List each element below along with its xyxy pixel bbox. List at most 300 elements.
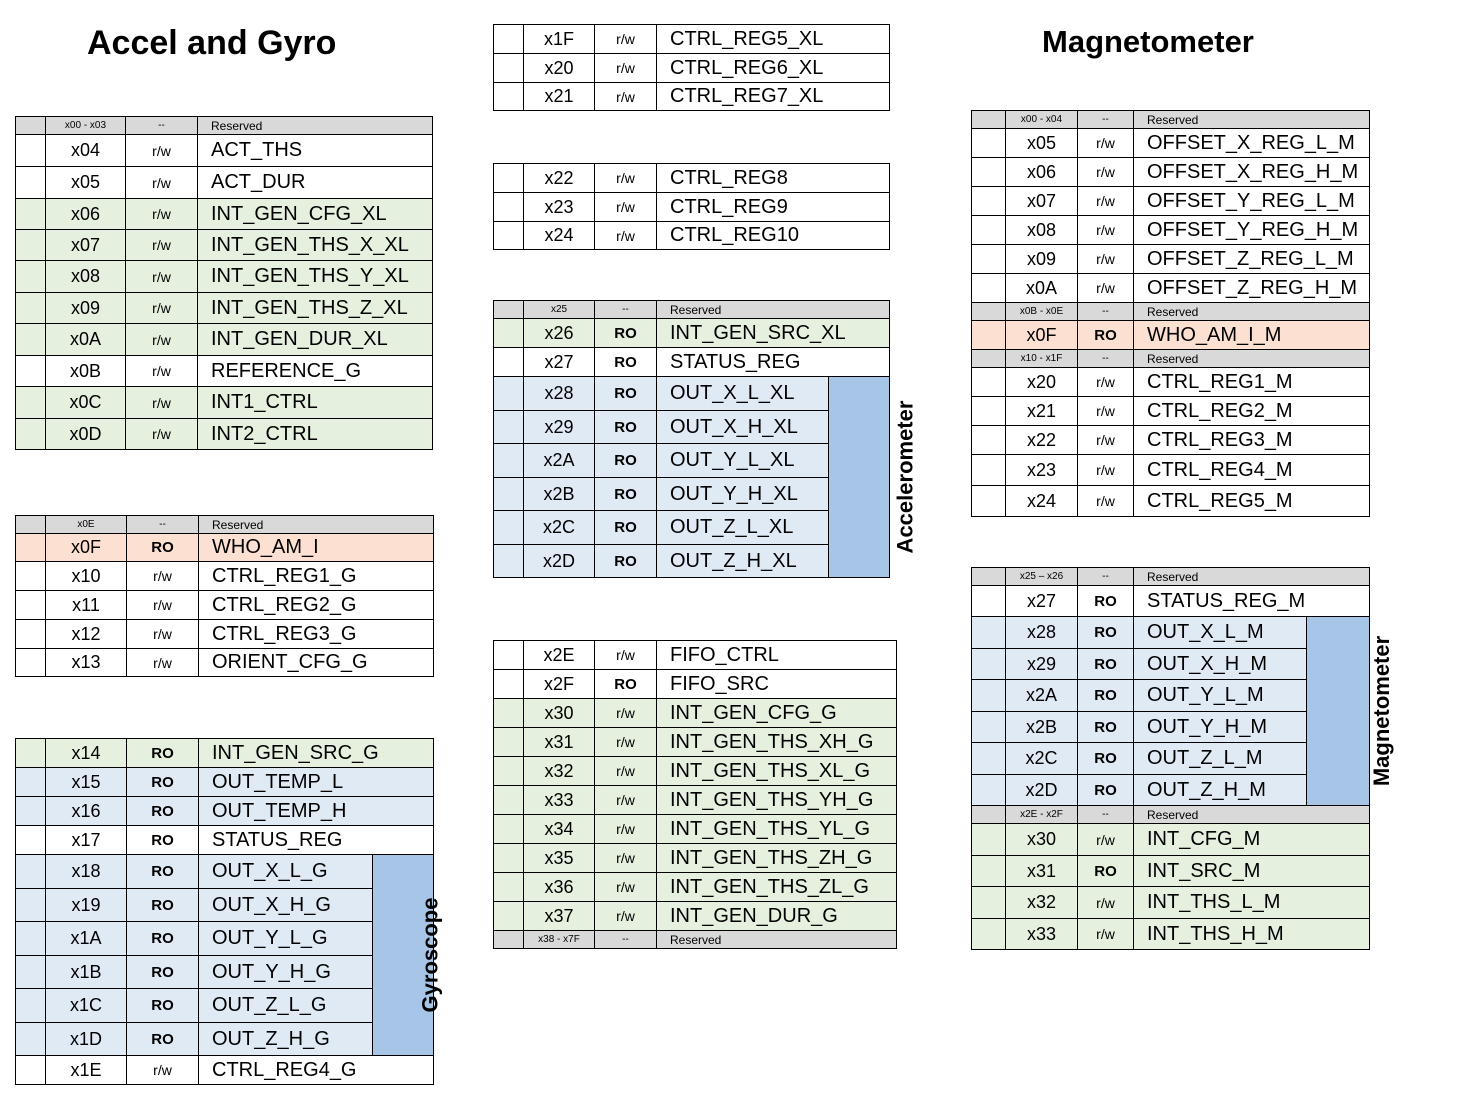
register-table-mid1 (493, 24, 890, 111)
register-access: r/w (127, 591, 199, 620)
register-address: x2D (1006, 775, 1078, 806)
row-marker-cell (972, 368, 1006, 397)
register-access: RO (127, 855, 199, 889)
register-access: RO (1078, 617, 1134, 649)
register-access: r/w (126, 230, 198, 261)
register-row (16, 293, 433, 324)
reserved-row (494, 301, 890, 319)
register-address: x22 (524, 164, 595, 193)
register-row (972, 397, 1370, 426)
register-address: x06 (1006, 158, 1078, 187)
register-name: INT_SRC_M (1134, 856, 1370, 887)
row-marker-cell (494, 348, 524, 377)
register-row (494, 844, 897, 873)
row-marker-cell (972, 216, 1006, 245)
register-name: OUT_Y_H_XL (657, 478, 829, 511)
register-row (494, 83, 890, 111)
register-address: x28 (1006, 617, 1078, 649)
register-address: x1C (46, 989, 127, 1023)
register-name: INT_GEN_THS_YL_G (657, 815, 897, 844)
row-marker-cell (972, 743, 1006, 775)
register-name: ORIENT_CFG_G (199, 649, 434, 677)
row-marker-cell (972, 303, 1006, 321)
register-address: x32 (524, 757, 595, 786)
row-marker-cell (16, 387, 46, 419)
register-row (494, 757, 897, 786)
row-marker-cell (972, 245, 1006, 274)
register-name: Reserved (657, 931, 897, 949)
register-row (16, 739, 434, 768)
register-name: INT_THS_L_M (1134, 887, 1370, 919)
register-address: x1E (46, 1056, 127, 1085)
row-marker-cell (16, 620, 46, 649)
row-marker-cell (972, 617, 1006, 649)
register-name: OFFSET_Y_REG_L_M (1134, 187, 1370, 216)
register-access: RO (595, 377, 657, 411)
register-access: r/w (595, 844, 657, 873)
register-address: x0F (1006, 321, 1078, 350)
register-access: r/w (595, 54, 657, 83)
row-marker-cell (972, 187, 1006, 216)
register-access: r/w (595, 699, 657, 728)
register-name: CTRL_REG7_XL (657, 83, 890, 111)
register-address: x00 - x03 (46, 117, 126, 135)
register-access: r/w (126, 261, 198, 293)
register-name: OUT_Z_L_G (199, 989, 373, 1023)
register-address: x24 (1006, 486, 1078, 517)
register-name: INT_GEN_THS_XH_G (657, 728, 897, 757)
register-row (494, 377, 890, 411)
register-address: x21 (524, 83, 595, 111)
group-side-label (373, 855, 443, 1056)
register-name: ACT_THS (198, 135, 433, 167)
row-marker-cell (494, 545, 524, 578)
register-access: RO (127, 797, 199, 826)
register-access: RO (1078, 680, 1134, 712)
register-address: x22 (1006, 426, 1078, 455)
register-access: RO (1078, 743, 1134, 775)
register-address: x0D (46, 419, 126, 450)
register-access: r/w (1078, 158, 1134, 187)
register-access: r/w (1078, 824, 1134, 856)
register-name: Reserved (1134, 806, 1370, 824)
register-name: Reserved (1134, 111, 1370, 129)
register-name: Reserved (1134, 303, 1370, 321)
register-address: x35 (524, 844, 595, 873)
register-name: ACT_DUR (198, 167, 433, 199)
register-address: x29 (524, 411, 595, 444)
row-marker-cell (16, 649, 46, 677)
row-marker-cell (972, 919, 1006, 950)
register-address: x27 (524, 348, 595, 377)
register-name: OFFSET_Z_REG_H_M (1134, 274, 1370, 303)
row-marker-cell (16, 922, 46, 956)
register-access: -- (595, 931, 657, 949)
row-marker-cell (494, 478, 524, 511)
row-marker-cell (16, 1023, 46, 1056)
register-address: x38 - x7F (524, 931, 595, 949)
register-access: r/w (595, 641, 657, 670)
row-marker-cell (16, 293, 46, 324)
row-marker-cell (494, 25, 524, 54)
register-access: r/w (126, 419, 198, 450)
register-name: OUT_Y_L_M (1134, 680, 1307, 712)
register-address: x2D (524, 545, 595, 578)
register-access: r/w (595, 902, 657, 931)
register-row (494, 902, 897, 931)
register-table-ag1 (15, 116, 433, 450)
register-address: x37 (524, 902, 595, 931)
register-name: CTRL_REG2_G (199, 591, 434, 620)
register-name: OUT_X_L_XL (657, 377, 829, 411)
register-access: r/w (1078, 486, 1134, 517)
register-row (494, 319, 890, 348)
row-marker-cell (494, 319, 524, 348)
register-access: r/w (595, 164, 657, 193)
register-access: r/w (1078, 368, 1134, 397)
register-address: x07 (46, 230, 126, 261)
register-address: x2F (524, 670, 595, 699)
reserved-row (972, 568, 1370, 586)
register-access: r/w (595, 728, 657, 757)
row-marker-cell (972, 350, 1006, 368)
register-name: OFFSET_X_REG_H_M (1134, 158, 1370, 187)
register-row (494, 222, 890, 250)
register-access: r/w (1078, 919, 1134, 950)
row-marker-cell (494, 670, 524, 699)
register-name: OUT_Y_H_G (199, 956, 373, 989)
register-name: INT_GEN_THS_XL_G (657, 757, 897, 786)
register-address: x2A (1006, 680, 1078, 712)
register-address: x27 (1006, 586, 1078, 617)
register-row (16, 620, 434, 649)
register-name: OUT_X_H_M (1134, 649, 1307, 680)
register-row (494, 728, 897, 757)
register-table-mag1 (971, 110, 1370, 517)
register-name: INT_GEN_SRC_XL (657, 319, 890, 348)
row-marker-cell (494, 873, 524, 902)
register-name: OUT_Z_H_G (199, 1023, 373, 1056)
row-marker-cell (16, 591, 46, 620)
register-name: OUT_X_H_G (199, 889, 373, 922)
row-marker-cell (494, 54, 524, 83)
register-row (16, 135, 433, 167)
register-row (972, 321, 1370, 350)
register-row (972, 824, 1370, 856)
row-marker-cell (16, 516, 46, 534)
register-access: RO (595, 411, 657, 444)
row-marker-cell (494, 902, 524, 931)
register-access: r/w (595, 25, 657, 54)
register-access: RO (127, 1023, 199, 1056)
row-marker-cell (494, 699, 524, 728)
register-access: r/w (1078, 455, 1134, 486)
register-address: x1F (524, 25, 595, 54)
register-address: x33 (524, 786, 595, 815)
reserved-row (16, 117, 433, 135)
register-access: r/w (1078, 397, 1134, 426)
register-access: RO (1078, 775, 1134, 806)
register-row (972, 486, 1370, 517)
row-marker-cell (972, 775, 1006, 806)
register-access: RO (595, 545, 657, 578)
register-name: INT_GEN_THS_YH_G (657, 786, 897, 815)
register-name: OUT_X_L_M (1134, 617, 1307, 649)
register-access: r/w (1078, 426, 1134, 455)
register-access: -- (1078, 303, 1134, 321)
register-access: -- (1078, 111, 1134, 129)
register-address: x06 (46, 199, 126, 230)
register-access: RO (595, 478, 657, 511)
group-side-label-text: Gyroscope (417, 897, 443, 1013)
register-access: -- (127, 516, 199, 534)
row-marker-cell (16, 889, 46, 922)
register-name: Reserved (198, 117, 433, 135)
register-name: STATUS_REG (199, 826, 434, 855)
register-name: INT_GEN_DUR_G (657, 902, 897, 931)
register-row (16, 889, 434, 922)
register-address: x2C (1006, 743, 1078, 775)
register-address: x32 (1006, 887, 1078, 919)
register-address: x2A (524, 444, 595, 478)
register-name: OUT_Y_H_M (1134, 712, 1307, 743)
row-marker-cell (494, 757, 524, 786)
register-access: RO (1078, 856, 1134, 887)
row-marker-cell (16, 956, 46, 989)
register-address: x08 (46, 261, 126, 293)
row-marker-cell (972, 568, 1006, 586)
register-name: FIFO_SRC (657, 670, 897, 699)
register-row (972, 216, 1370, 245)
register-name: OUT_TEMP_L (199, 768, 434, 797)
register-name: OUT_TEMP_H (199, 797, 434, 826)
register-row (16, 324, 433, 356)
row-marker-cell (494, 444, 524, 478)
register-access: r/w (1078, 129, 1134, 158)
register-access: RO (595, 319, 657, 348)
register-row (972, 368, 1370, 397)
register-access: r/w (1078, 187, 1134, 216)
register-access: r/w (595, 786, 657, 815)
register-access: r/w (1078, 887, 1134, 919)
register-access: r/w (595, 222, 657, 250)
register-address: x15 (46, 768, 127, 797)
group-side-label-text: Accelerometer (892, 400, 918, 554)
register-access: r/w (1078, 274, 1134, 303)
register-access: RO (127, 534, 199, 562)
register-row (972, 887, 1370, 919)
register-name: Reserved (1134, 350, 1370, 368)
register-row (972, 856, 1370, 887)
register-name: OUT_Y_L_G (199, 922, 373, 956)
register-address: x21 (1006, 397, 1078, 426)
register-row (16, 419, 433, 450)
row-marker-cell (16, 117, 46, 135)
row-marker-cell (972, 680, 1006, 712)
register-name: OUT_Z_H_XL (657, 545, 829, 578)
register-row (16, 922, 434, 956)
register-address: x10 (46, 562, 127, 591)
register-name: INT_GEN_CFG_G (657, 699, 897, 728)
register-address: x05 (46, 167, 126, 199)
register-address: x31 (1006, 856, 1078, 887)
register-name: INT_GEN_THS_Y_XL (198, 261, 433, 293)
register-access: RO (127, 956, 199, 989)
row-marker-cell (494, 193, 524, 222)
row-marker-cell (494, 164, 524, 193)
register-address: x20 (524, 54, 595, 83)
register-table-mid2 (493, 163, 890, 250)
row-marker-cell (972, 586, 1006, 617)
row-marker-cell (16, 261, 46, 293)
register-name: CTRL_REG10 (657, 222, 890, 250)
group-side-label (1307, 617, 1395, 806)
register-name: INT2_CTRL (198, 419, 433, 450)
register-name: INT_GEN_THS_Z_XL (198, 293, 433, 324)
register-row (16, 797, 434, 826)
register-access: r/w (127, 562, 199, 591)
register-access: r/w (595, 873, 657, 902)
row-marker-cell (16, 230, 46, 261)
register-row (972, 586, 1370, 617)
row-marker-cell (972, 806, 1006, 824)
register-address: x2B (524, 478, 595, 511)
row-marker-cell (972, 397, 1006, 426)
register-row (494, 670, 897, 699)
register-address: x0B (46, 356, 126, 387)
register-access: -- (1078, 806, 1134, 824)
register-address: x00 - x04 (1006, 111, 1078, 129)
register-name: CTRL_REG1_G (199, 562, 434, 591)
register-access: r/w (1078, 216, 1134, 245)
register-address: x25 – x26 (1006, 568, 1078, 586)
register-address: x04 (46, 135, 126, 167)
register-address: x2B (1006, 712, 1078, 743)
row-marker-cell (494, 844, 524, 873)
register-row (494, 873, 897, 902)
register-row (16, 261, 433, 293)
row-marker-cell (16, 534, 46, 562)
reserved-row (16, 516, 434, 534)
register-access: RO (1078, 586, 1134, 617)
register-name: INT_GEN_CFG_XL (198, 199, 433, 230)
register-address: x36 (524, 873, 595, 902)
register-address: x1A (46, 922, 127, 956)
register-name: CTRL_REG5_XL (657, 25, 890, 54)
register-name: WHO_AM_I (199, 534, 434, 562)
register-access: r/w (126, 387, 198, 419)
register-name: CTRL_REG4_M (1134, 455, 1370, 486)
row-marker-cell (16, 989, 46, 1023)
register-row (16, 989, 434, 1023)
register-row (972, 129, 1370, 158)
register-access: RO (1078, 321, 1134, 350)
register-address: x23 (524, 193, 595, 222)
register-table-ag3 (15, 738, 443, 1085)
register-address: x09 (1006, 245, 1078, 274)
register-row (494, 348, 890, 377)
register-row (972, 158, 1370, 187)
register-row (16, 826, 434, 855)
register-access: RO (127, 826, 199, 855)
register-access: r/w (126, 293, 198, 324)
register-name: OUT_X_H_XL (657, 411, 829, 444)
register-access: RO (127, 768, 199, 797)
register-address: x30 (1006, 824, 1078, 856)
register-address: x17 (46, 826, 127, 855)
register-row (972, 274, 1370, 303)
register-address: x31 (524, 728, 595, 757)
register-access: RO (127, 739, 199, 768)
register-access: RO (595, 348, 657, 377)
register-row (972, 455, 1370, 486)
row-marker-cell (16, 797, 46, 826)
register-access: r/w (127, 1056, 199, 1085)
register-name: STATUS_REG_M (1134, 586, 1370, 617)
register-address: x1B (46, 956, 127, 989)
register-row (16, 230, 433, 261)
row-marker-cell (16, 356, 46, 387)
row-marker-cell (494, 411, 524, 444)
register-name: Reserved (657, 301, 890, 319)
register-table-mid3 (493, 300, 918, 578)
register-table-ag2 (15, 515, 434, 677)
register-address: x33 (1006, 919, 1078, 950)
reserved-row (494, 931, 897, 949)
register-name: FIFO_CTRL (657, 641, 897, 670)
register-address: x24 (524, 222, 595, 250)
register-name: INT_GEN_SRC_G (199, 739, 434, 768)
register-access: RO (1078, 649, 1134, 680)
register-row (16, 1023, 434, 1056)
register-row (16, 649, 434, 677)
register-address: x0A (46, 324, 126, 356)
register-address: x30 (524, 699, 595, 728)
register-address: x0F (46, 534, 127, 562)
row-marker-cell (494, 815, 524, 844)
register-access: r/w (126, 356, 198, 387)
register-row (16, 356, 433, 387)
row-marker-cell (16, 739, 46, 768)
register-row (494, 699, 897, 728)
register-access: RO (127, 989, 199, 1023)
register-name: OUT_X_L_G (199, 855, 373, 889)
register-access: RO (595, 444, 657, 478)
register-name: CTRL_REG1_M (1134, 368, 1370, 397)
row-marker-cell (494, 728, 524, 757)
reserved-row (972, 111, 1370, 129)
register-name: REFERENCE_G (198, 356, 433, 387)
register-access: r/w (1078, 245, 1134, 274)
row-marker-cell (972, 426, 1006, 455)
register-row (16, 855, 434, 889)
row-marker-cell (494, 786, 524, 815)
register-access: RO (595, 511, 657, 545)
row-marker-cell (16, 768, 46, 797)
row-marker-cell (494, 301, 524, 319)
register-access: r/w (126, 167, 198, 199)
register-address: x09 (46, 293, 126, 324)
register-name: INT_GEN_DUR_XL (198, 324, 433, 356)
register-row (16, 199, 433, 230)
register-access: -- (1078, 568, 1134, 586)
row-marker-cell (972, 111, 1006, 129)
row-marker-cell (972, 486, 1006, 517)
register-access: r/w (595, 83, 657, 111)
register-row (494, 193, 890, 222)
register-row (972, 245, 1370, 274)
register-address: x08 (1006, 216, 1078, 245)
